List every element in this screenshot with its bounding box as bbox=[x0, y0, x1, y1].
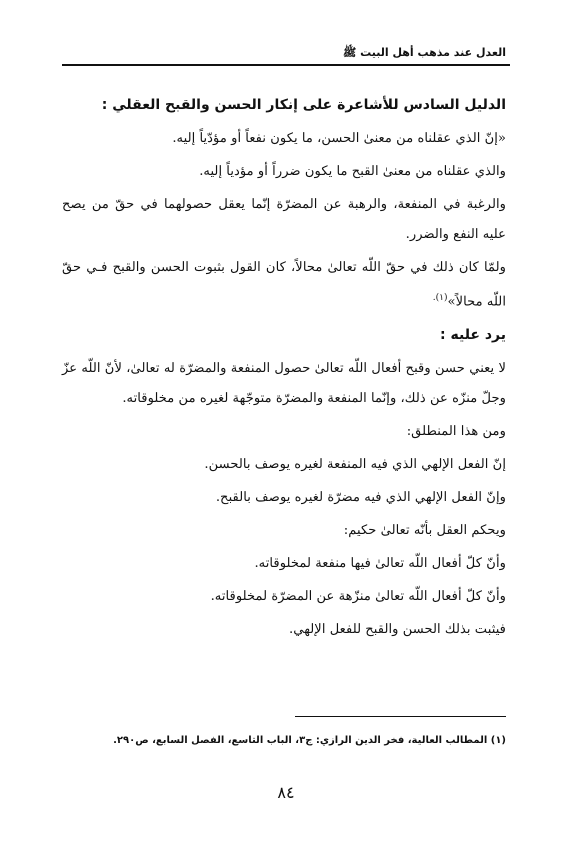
paragraph-premise-1: إنّ الفعل الإلهي الذي فيه المنفعة لغيره يوصف بالحسن. bbox=[204, 457, 506, 473]
paragraph-premise-intro: ومن هذا المنطلق: bbox=[406, 424, 506, 440]
header-rule bbox=[62, 64, 510, 66]
paragraph-conclusion: فيثبت بذلك الحسن والقبح للفعل الإلهي. bbox=[289, 622, 506, 638]
paragraph-premise-2: وإنّ الفعل الإلهي الذي فيه مضرّة لغيره يوصف بالقبح. bbox=[215, 490, 506, 506]
paragraph-premise-3: ويحكم العقل بأنّه تعالىٰ حكيم: bbox=[343, 523, 506, 539]
section-heading-rebuttal: يرد عليه : bbox=[440, 327, 506, 344]
running-title: العدل عند مذهب أهل البيت ﷺ bbox=[343, 46, 506, 59]
page-number: ٨٤ bbox=[277, 783, 295, 802]
paragraph-quote-1: «إنّ الذي عقلناه من معنىٰ الحسن، ما يكون نفعاً أو مؤدّياً إليه. bbox=[172, 131, 506, 146]
footnote: (١) المطالب العالية، فخر الدين الرازي: ج٣، الباب التاسع، الفصل السابع، ص٢٩٠. bbox=[113, 735, 506, 746]
paragraph-quote-4-text: ولمّا كان ذلك في حقّ اللّه تعالىٰ محالاً، كان القول بثبوت الحسن والقبح فـي حقّ اللّه محالاً» bbox=[62, 260, 506, 310]
paragraph-quote-3: والرغبة في المنفعة، والرهبة عن المضرّة إنّما يعقل حصولهما في حقّ من يصح عليه النفع والضرر. bbox=[62, 197, 506, 242]
paragraph-quote-2: والذي عقلناه من معنىٰ القبح ما يكون ضرراً أو مؤدياً إليه. bbox=[199, 164, 506, 179]
paragraph-rebuttal: لا يعني حسن وقبح أفعال اللّه تعالىٰ حصول المنفعة والمضرّة له تعالىٰ، لأنّ اللّه عزّ وجلّ منزّه عن ذلك، وإنّما المنفعة والمضرّة متوجّهة لغيره من مخلوقاته. bbox=[62, 361, 506, 407]
paragraph-premise-4: وأنّ كلّ أفعال اللّه تعالىٰ فيها منفعة لمخلوقاته. bbox=[254, 556, 506, 572]
section-heading-sixth-argument: الدليل السادس للأشاعرة على إنكار الحسن والقبح العقلي : bbox=[101, 97, 506, 113]
page-body bbox=[62, 90, 506, 648]
paragraph-quote-4 bbox=[62, 253, 506, 317]
footnote-ref: (١). bbox=[432, 293, 448, 303]
footnote-rule bbox=[295, 716, 506, 717]
paragraph-premise-5: وأنّ كلّ أفعال اللّه تعالىٰ منزّهة عن المضرّة لمخلوقاته. bbox=[210, 589, 506, 605]
